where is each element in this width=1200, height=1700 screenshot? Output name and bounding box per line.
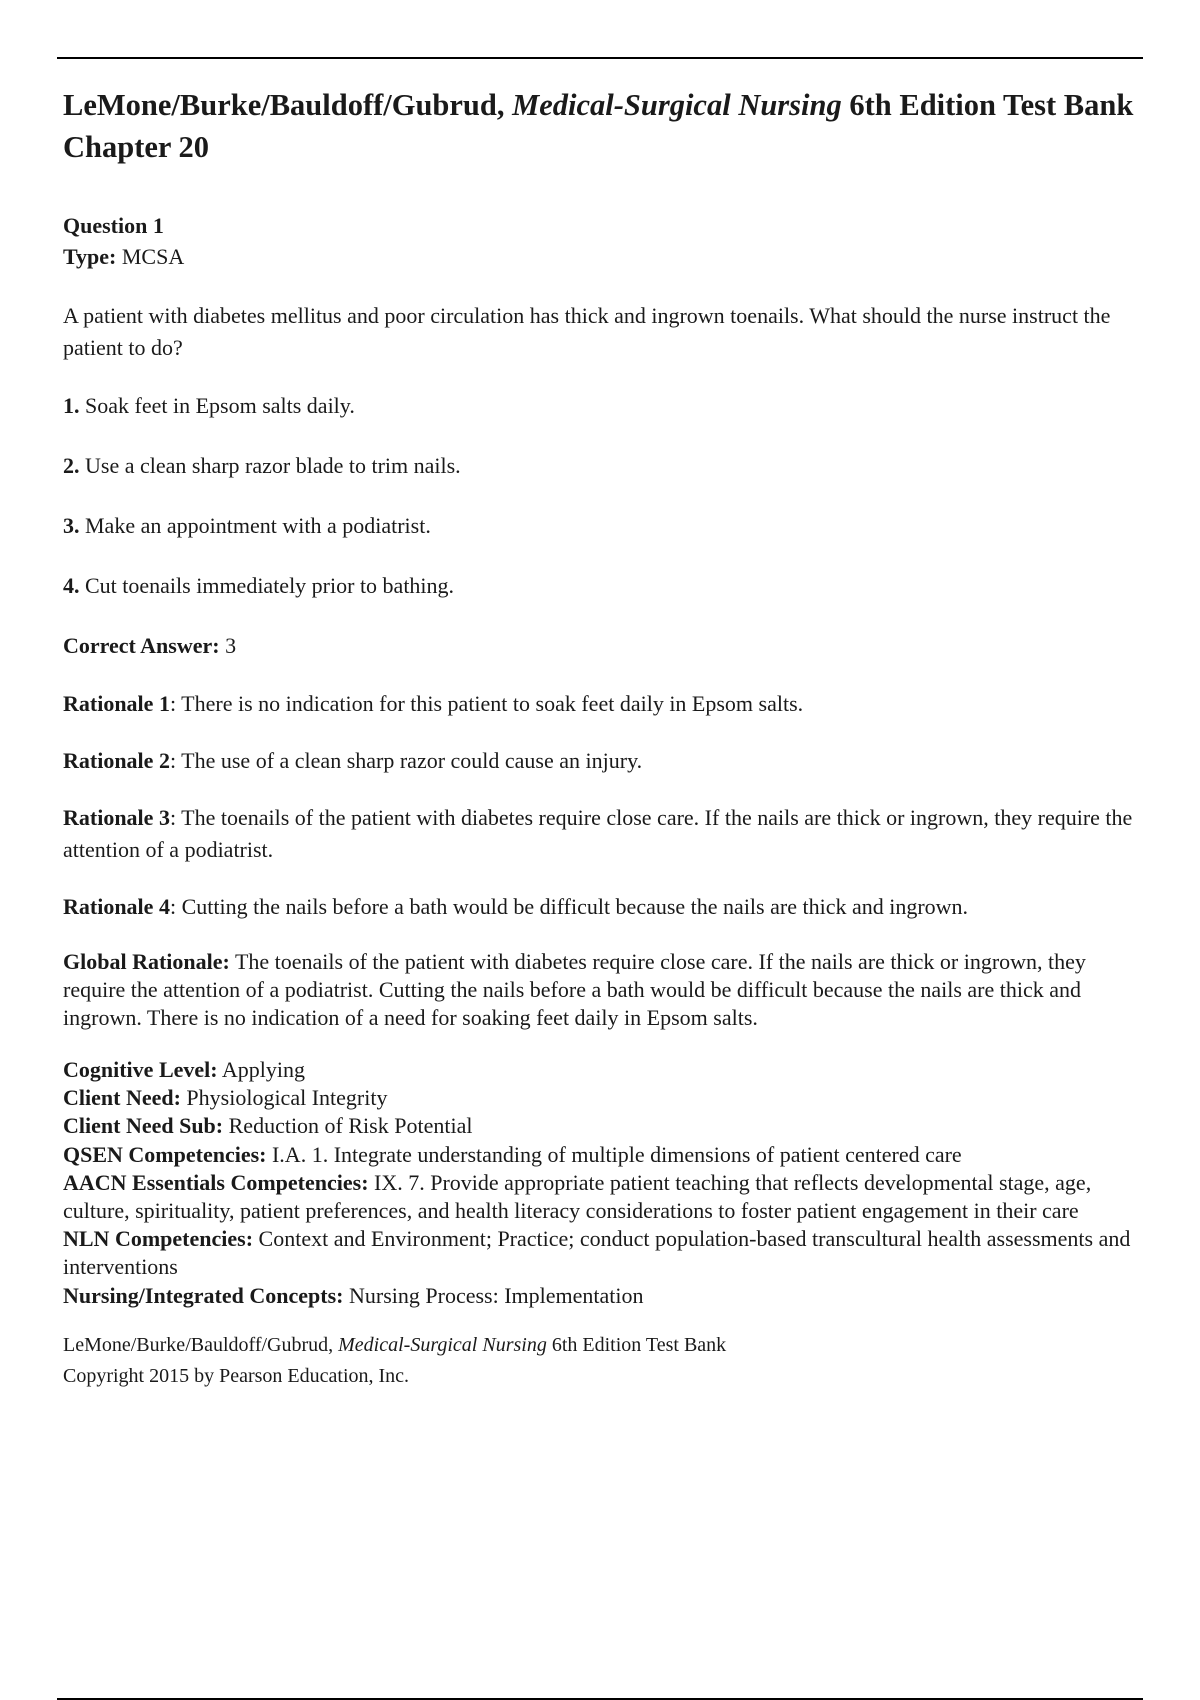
- footer-copyright: Copyright 2015 by Pearson Education, Inc.: [63, 1364, 410, 1387]
- option-text: Cut toenails immediately prior to bathing.: [79, 573, 455, 598]
- option-number: 4.: [63, 573, 80, 598]
- rationale-label: Rationale 3: [63, 805, 170, 830]
- option-text: Soak feet in Epsom salts daily.: [79, 393, 355, 418]
- top-rule: [57, 57, 1143, 59]
- answer-option-4: [63, 570, 1143, 602]
- meta-nln: [63, 1225, 1143, 1281]
- answer-option-2: [63, 450, 1143, 482]
- meta-client-need-sub: [63, 1112, 1143, 1140]
- rationale-2: [63, 745, 1143, 777]
- rationale-label: Rationale 4: [63, 894, 170, 919]
- option-text: Make an appointment with a podiatrist.: [79, 513, 431, 538]
- meta-label: Cognitive Level:: [63, 1057, 218, 1082]
- meta-client-need: [63, 1084, 1143, 1112]
- option-number: 3.: [63, 513, 80, 538]
- correct-answer-value: 3: [219, 633, 237, 658]
- option-text: Use a clean sharp razor blade to trim nails.: [79, 453, 461, 478]
- rationale-text: : Cutting the nails before a bath would be difficult because the nails are thick and ingrown.: [169, 894, 969, 919]
- meta-value: Applying: [217, 1057, 305, 1082]
- page-footer: [63, 1330, 1143, 1392]
- global-rationale-text: The toenails of the patient with diabetes require close care. If the nails are thick or ingrown, they require the attention of a podiatrist. Cutting the nails before a bath would be difficult because the nails are thick and ingrown. There is no indication of a need for soaking feet daily in Epsom salts.: [63, 949, 1086, 1030]
- meta-value: Physiological Integrity: [180, 1085, 388, 1111]
- title-book: Medical-Surgical Nursing: [512, 88, 842, 122]
- rationale-3: [63, 802, 1143, 866]
- question-type-label: Type:: [63, 244, 117, 269]
- footer-authors: LeMone/Burke/Bauldoff/Gubrud,: [63, 1333, 339, 1356]
- meta-value: I.A. 1. Integrate understanding of multiple dimensions of patient centered care: [266, 1141, 962, 1167]
- meta-label: AACN Essentials Competencies:: [63, 1169, 369, 1195]
- meta-label: NLN Competencies:: [63, 1226, 254, 1252]
- answer-option-3: [63, 510, 1143, 542]
- rationale-label: Rationale 1: [63, 691, 170, 716]
- question-type-value: MCSA: [116, 244, 185, 269]
- meta-value: Context and Environment; Practice; conduct population-based transcultural health assessments and interventions: [63, 1226, 1131, 1280]
- meta-aacn: [63, 1169, 1143, 1225]
- meta-value: IX. 7. Provide appropriate patient teaching that reflects developmental stage, age, culture, spirituality, patient preferences, and health literacy considerations to foster patient engagement in their care: [63, 1169, 1092, 1224]
- question-header: [63, 210, 1143, 272]
- global-rationale: [63, 948, 1143, 1032]
- meta-qsen: [63, 1141, 1143, 1169]
- meta-nursing-concepts: [63, 1282, 1143, 1310]
- option-number: 1.: [63, 393, 80, 418]
- meta-label: Client Need:: [63, 1085, 181, 1111]
- correct-answer: [63, 630, 1143, 662]
- document-body: [63, 84, 1143, 1392]
- global-rationale-label: Global Rationale:: [63, 949, 230, 974]
- question-number: Question 1: [63, 213, 164, 238]
- footer-book: Medical-Surgical Nursing: [338, 1333, 547, 1356]
- rationale-1: [63, 688, 1143, 720]
- footer-edition: 6th Edition Test Bank: [546, 1333, 727, 1356]
- title-authors: LeMone/Burke/Bauldoff/Gubrud,: [63, 88, 513, 122]
- meta-label: Nursing/Integrated Concepts:: [63, 1282, 344, 1308]
- meta-label: Client Need Sub:: [63, 1113, 224, 1139]
- document-title: [63, 84, 1143, 168]
- option-number: 2.: [63, 453, 80, 478]
- question-stem: A patient with diabetes mellitus and poor circulation has thick and ingrown toenails. What should the nurse instruct the patient to do?: [63, 303, 1111, 360]
- rationale-text: : The use of a clean sharp razor could cause an injury.: [169, 748, 643, 773]
- rationale-label: Rationale 2: [63, 748, 170, 773]
- title-edition: 6th Edition Test Bank: [841, 88, 1134, 122]
- chapter-title: Chapter 20: [63, 130, 210, 164]
- rationale-text: : There is no indication for this patient to soak feet daily in Epsom salts.: [169, 691, 804, 716]
- correct-answer-label: Correct Answer:: [63, 633, 220, 658]
- answer-option-1: [63, 390, 1143, 422]
- question-type: [63, 241, 1143, 272]
- rationale-4: [63, 891, 1143, 923]
- meta-cognitive-level: [63, 1056, 1143, 1084]
- meta-value: Reduction of Risk Potential: [223, 1113, 473, 1139]
- meta-label: QSEN Competencies:: [63, 1141, 267, 1167]
- footer-citation: [63, 1330, 1143, 1361]
- rationale-text: : The toenails of the patient with diabetes require close care. If the nails are thick or ingrown, they require the attention of a podiatrist.: [63, 805, 1133, 862]
- question-metadata: [63, 1056, 1143, 1310]
- meta-value: Nursing Process: Implementation: [343, 1282, 644, 1308]
